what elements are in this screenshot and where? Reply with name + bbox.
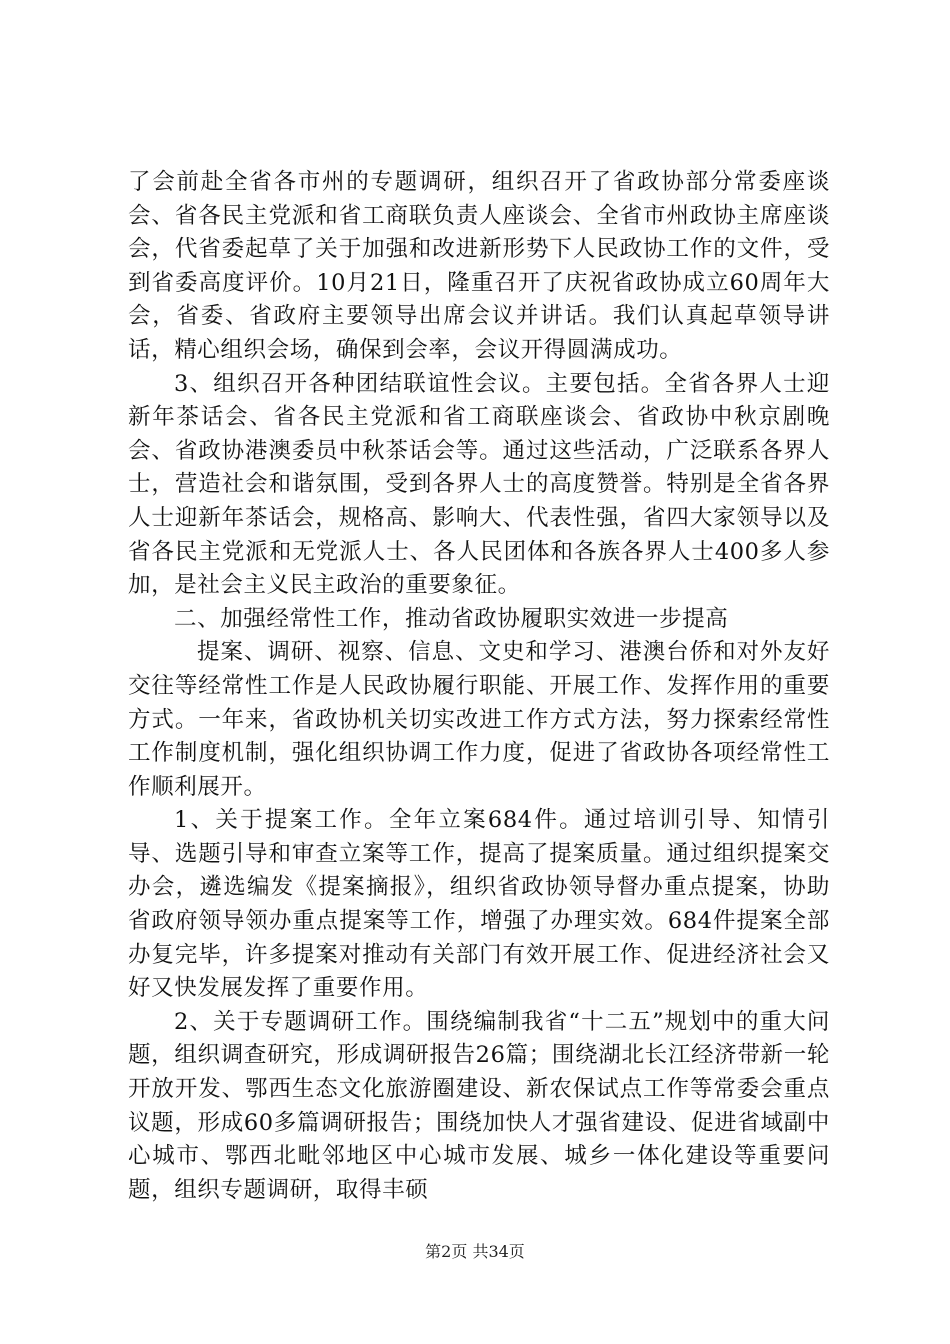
paragraph-continuation: 了会前赴全省各市州的专题调研，组织召开了省政协部分常委座谈会、省各民主党派和省工商联负责人座谈会、全省市州政协主席座谈会，代省委起草了关于加强和改进新形势下人民政协工作的文件，受到省委高度评价。10月21日，隆重召开了庆祝省政协成立60周年大会，省委、省政府主要领导出席会议并讲话。我们认真起草领导讲话，精心组织会场，确保到会率，会议开得圆满成功。 [128,169,830,363]
paragraph-item-2: 2、关于专题调研工作。围绕编制我省“十二五”规划中的重大问题，组织调查研究，形成调研报告26篇；围绕湖北长江经济带新一轮开放开发、鄂西生态文化旅游圈建设、新农保试点工作等常委会重点议题，形成60多篇调研报告；围绕加快人才强省建设、促进省域副中心城市、鄂西北毗邻地区中心城市发展、城乡一体化建设等重要问题，组织专题调研，取得丰硕 [128,1008,830,1203]
paragraph-item-3: 3、组织召开各种团结联谊性会议。主要包括。全省各界人士迎新年茶话会、省各民主党派和省工商联座谈会、省政协中秋京剧晚会、省政协港澳委员中秋茶话会等。通过这些活动，广泛联系各界人士，营造社会和谐氛围，受到各界人士的高度赞誉。特别是全省各界人士迎新年茶话会，规格高、影响大、代表性强，省四大家领导以及省各民主党派和无党派人士、各人民团体和各族各界人士400多人参加，是社会主义民主政治的重要象征。 [128,370,830,599]
paragraph-item-1: 1、关于提案工作。全年立案684件。通过培训引导、知情引导、选题引导和审查立案等工作，提高了提案质量。通过组织提案交办会，遴选编发《提案摘报》，组织省政协领导督办重点提案，协助省政府领导领办重点提案等工作，增强了办理实效。684件提案全部办复完毕，许多提案对推动有关部门有效开展工作、促进经济社会又好又快发展发挥了重要作用。 [128,807,830,1002]
paragraph-section-intro: 提案、调研、视察、信息、文史和学习、港澳台侨和对外友好交往等经常性工作是人民政协履行职能、开展工作、发挥作用的重要方式。一年来，省政协机关切实改进工作方式方法，努力探索经常性工作制度机制，强化组织协调工作力度，促进了省政协各项经常性工作顺利展开。 [128,639,830,800]
document-body [128,166,830,1207]
page-footer: 第2页 共34页 [425,1242,525,1261]
section-heading-2: 二、加强经常性工作，推动省政协履职实效进一步提高 [174,605,729,632]
